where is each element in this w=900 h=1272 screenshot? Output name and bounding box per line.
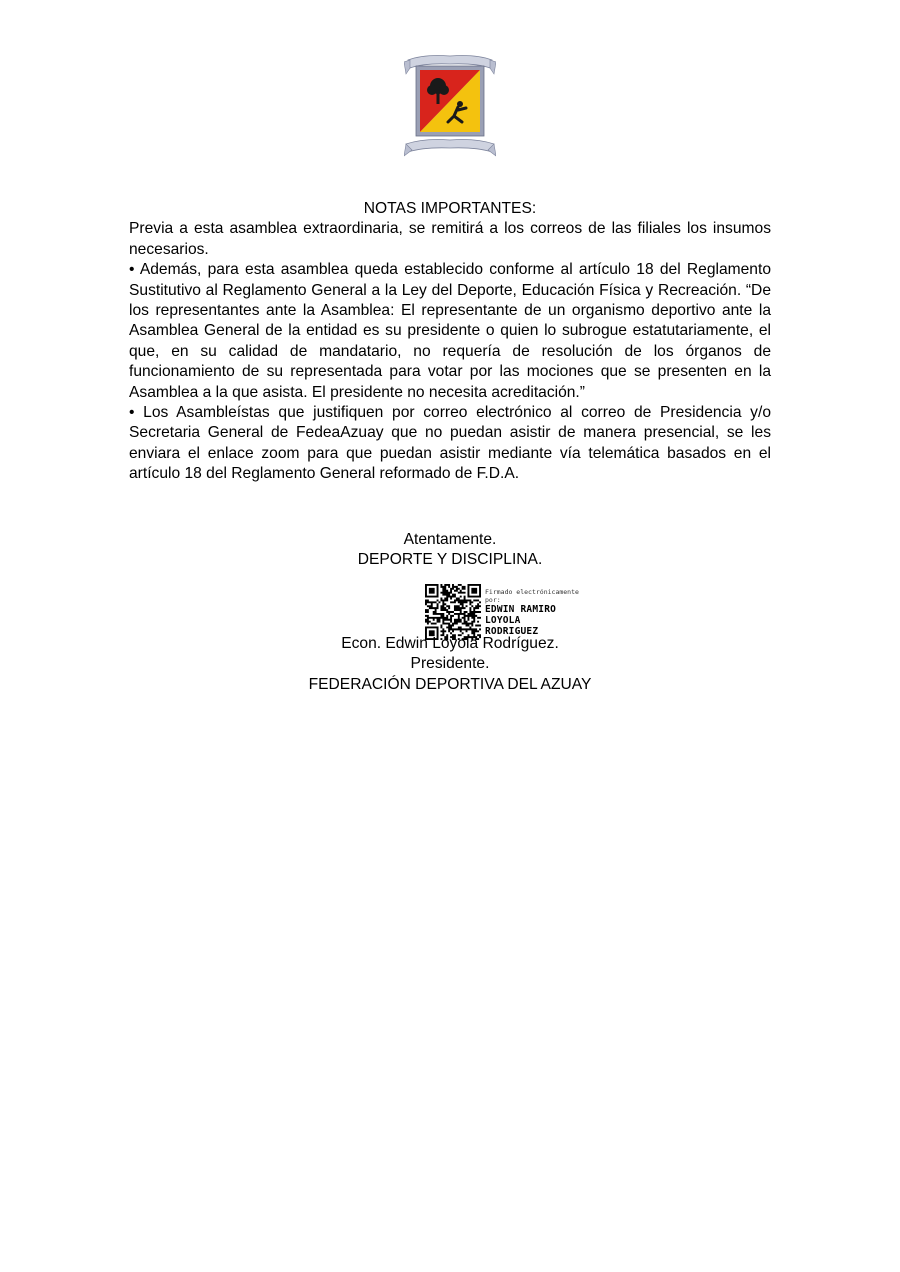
closing-salutation: Atentamente. [403, 531, 497, 548]
notes-section [129, 199, 771, 485]
signature-text [485, 588, 595, 637]
notes-heading: NOTAS IMPORTANTES: [363, 200, 537, 217]
federation-crest-logo [404, 52, 496, 160]
signature-name-line-2: LOYOLA [485, 615, 521, 626]
signature-name-line-1: EDWIN RAMIRO [485, 604, 557, 615]
qr-code-icon [425, 584, 481, 640]
signer-organization: FEDERACIÓN DEPORTIVA DEL AZUAY [308, 675, 592, 693]
signature-caption: Firmado electrónicamente por: [485, 588, 579, 604]
signature-name-line-3: RODRIGUEZ [485, 626, 539, 637]
notes-paragraph-intro: Previa a esta asamblea extraordinaria, se remitirá a los correos de las filiales los insumos necesarios. [129, 220, 771, 258]
notes-paragraph-article-18: • Además, para esta asamblea queda establecido conforme al artículo 18 del Reglamento Sustitutivo al Reglamento General a la Ley del Deporte, Educación Física y Recreación. “De los representantes ante la Asamblea: El representante de un organismo deportivo ante la Asamblea General de la entidad es su presidente o quien lo subrogue estatutariamente, el que, en su calidad de mandatario, no requería de resolución de los órganos de funcionamiento de su representada para votar por las mociones que se presenten en la Asamblea a la que asista. El presidente no necesita acreditación.” [129, 261, 771, 401]
signer-block [129, 634, 771, 695]
notes-paragraph-remote-attendance: • Los Asambleístas que justifiquen por correo electrónico al correo de Presidencia y/o Secretaria General de FedeaAzuay que no puedan asistir de manera presencial, se les enviara el enlace zoom para que puedan asistir mediante vía telemática basados en el artículo 18 del Reglamento General reformado de F.D.A. [129, 404, 771, 483]
electronic-signature [425, 584, 595, 640]
closing-block [129, 530, 771, 571]
signer-title: Presidente. [410, 655, 490, 673]
closing-motto: DEPORTE Y DISCIPLINA. [357, 551, 543, 569]
signer-name: Econ. Edwin Loyola Rodríguez. [341, 635, 559, 652]
